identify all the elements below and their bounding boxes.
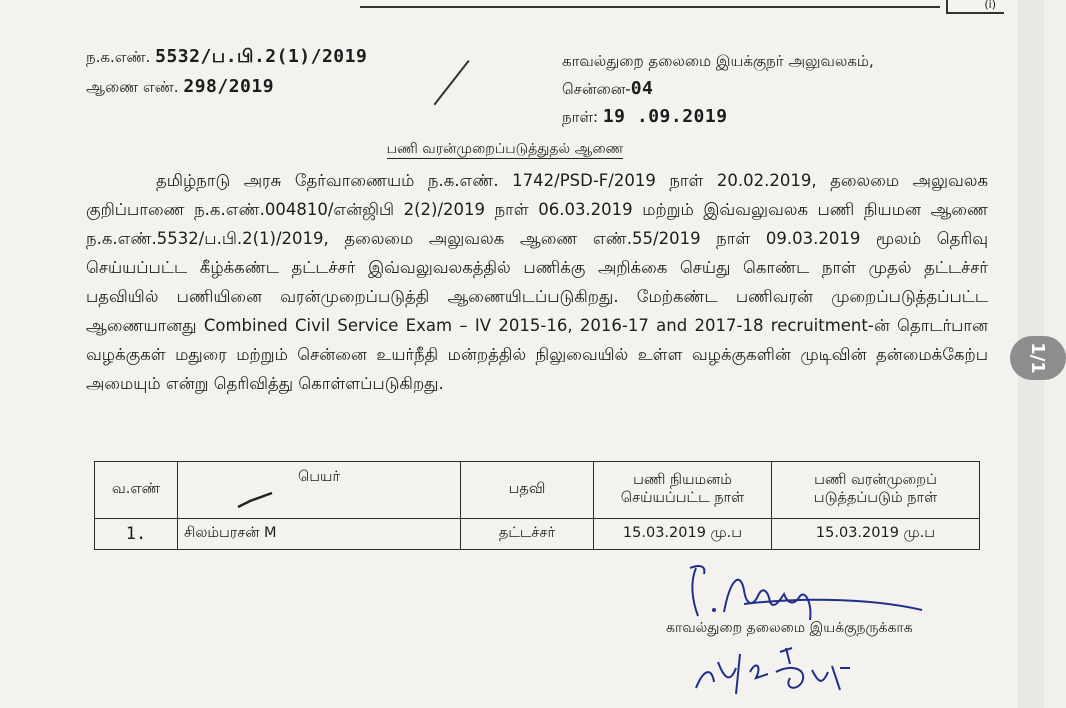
order-date xyxy=(562,106,728,128)
col-name-header xyxy=(178,462,461,519)
cell-name: சிலம்பரசன் M xyxy=(178,519,461,550)
cell-post: தட்டச்சர் xyxy=(461,519,594,550)
ref-label: ந.க.எண். xyxy=(86,48,151,66)
body-text: தமிழ்நாடு அரசு தேர்வாணையம் ந.க.எண். 1742/PSD-F/2019 நாள் 20.02.2019, தலைமை அலுவலக குறிப்பாணை ந.க.எண்.004810/என்ஜிபி 2(2)/2019 நாள் 06.03.2019 மற்றும் இவ்வலுவலக பணி நியமன ஆணை ந.க.எண்.5532/ப.பி.2(1)/2019, தலைமை அலுவலக ஆணை எண்.55/2019 நாள் 09.03.2019 மூலம் தெரிவு செய்யப்பட்ட கீழ்க்கண்ட தட்டச்சர் இவ்வலுவலகத்தில் பணிக்கு அறிக்கை செய்து கொண்ட நாள் முதல் தட்டச்சர் பதவியில் பணியினை வரன்முறைப்படுத்தி ஆணையிடப்படுகிறது. மேற்கண்ட பணிவரன் முறைப்படுத்தப்பட்ட ஆணையானது Combined Civil Service Exam – IV 2015-16, 2016-17 and 2017-18 recruitment-ன் தொடர்பான வழக்குகள் மதுரை மற்றும் சென்னை உயர்நீதி மன்றத்தில் நிலுவையில் உள்ள வழக்குகளின் முடிவின் தன்மைக்கேற்ப அமையும் என்று தெரிவித்து கொள்ளப்படுகிறது. xyxy=(86,171,988,393)
office-name: காவல்துறை தலைமை இயக்குநர் அலுவலகம், xyxy=(562,52,874,70)
table-row xyxy=(95,519,980,550)
date-label: நாள்: xyxy=(562,108,599,126)
top-rule xyxy=(360,6,940,8)
office-city xyxy=(562,78,653,100)
col-serial-header: வ.எண் xyxy=(95,462,178,519)
document-title xyxy=(0,141,1010,159)
col-appointed-date-header: பணி நியமனம் செய்யப்பட்ட நாள் xyxy=(594,462,772,519)
cell-regularized-date: 15.03.2019 மு.ப xyxy=(772,519,980,550)
initials-icon xyxy=(690,638,860,704)
top-border-fragment xyxy=(0,0,1010,14)
top-box-mark: (i) xyxy=(984,0,996,11)
order-number xyxy=(86,76,274,98)
title-text: பணி வரன்முறைப்படுத்துதல் ஆணை xyxy=(386,141,624,157)
col-post-header: பதவி xyxy=(461,462,594,519)
pen-mark xyxy=(434,60,470,105)
cell-appointed-date: 15.03.2019 மு.ப xyxy=(594,519,772,550)
top-box xyxy=(946,0,1004,14)
col-name-label: பெயர் xyxy=(297,469,341,485)
col-regularized-date-header: பணி வரன்முறைப் படுத்தப்படும் நாள் xyxy=(772,462,980,519)
ref-value: 5532/ப.பி.2(1)/2019 xyxy=(155,46,368,67)
body-paragraph xyxy=(86,166,988,398)
date-value: 19 .09.2019 xyxy=(602,106,728,127)
tick-mark-icon xyxy=(236,489,276,511)
signatory-designation: காவல்துறை தலைமை இயக்குநருக்காக xyxy=(666,620,913,636)
table-header-row xyxy=(95,462,980,519)
appointee-table xyxy=(94,461,980,550)
order-label: ஆணை எண். xyxy=(86,78,179,96)
city-code: 04 xyxy=(630,78,654,99)
reference-number xyxy=(86,46,367,69)
cell-serial: 1. xyxy=(95,519,178,550)
city-label: சென்னை- xyxy=(562,80,631,98)
order-value: 298/2019 xyxy=(183,76,275,97)
page-indicator: 1/1 xyxy=(1010,336,1066,380)
